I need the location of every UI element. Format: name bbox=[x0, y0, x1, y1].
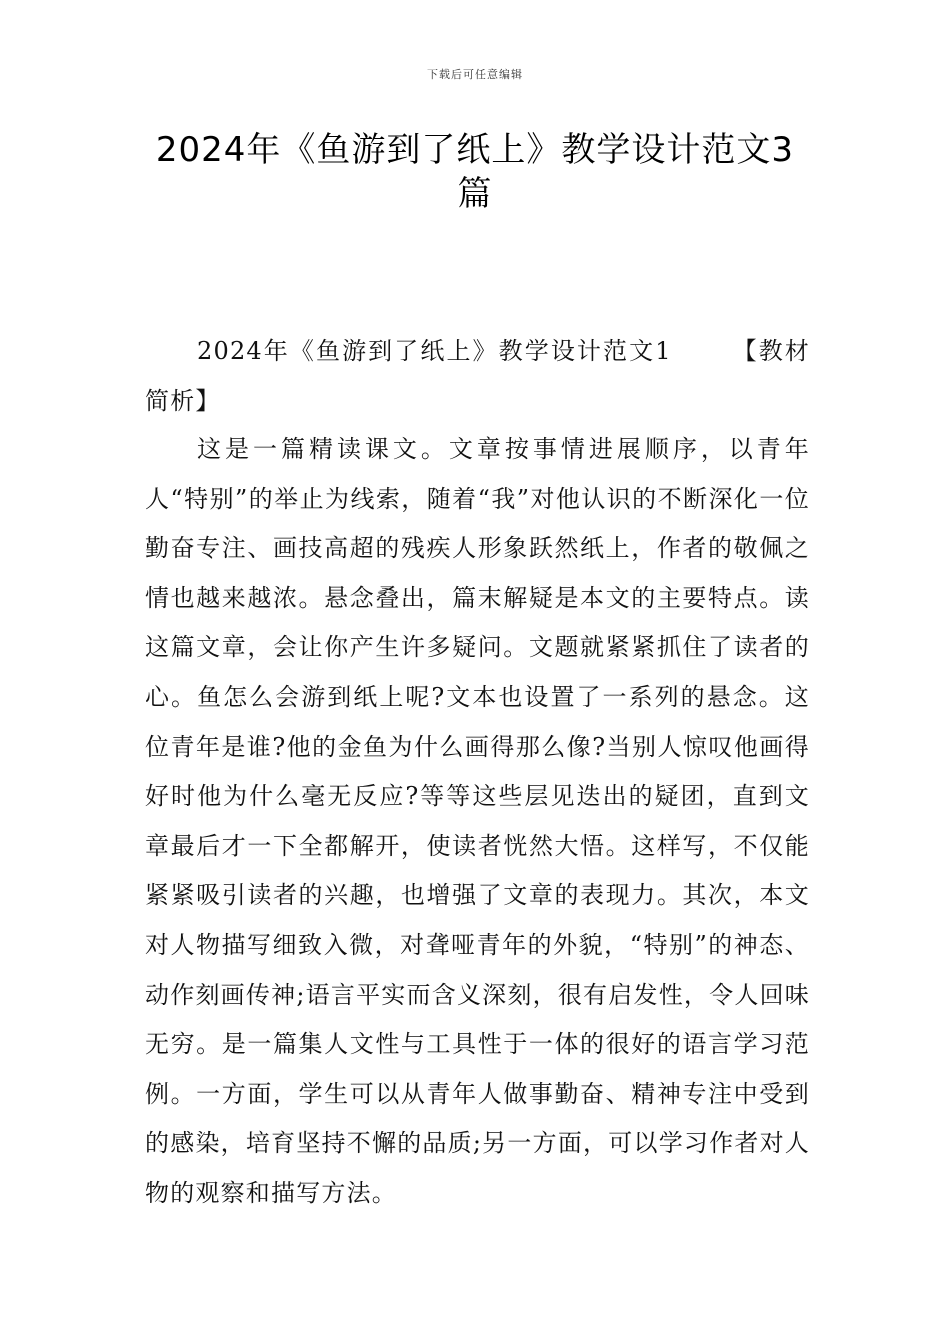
section-subheading: 【教材简析】 bbox=[145, 337, 810, 415]
body-paragraph: 这是一篇精读课文。文章按事情进展顺序，以青年人“特别”的举止为线索，随着“我”对他认识的不断深化一位勤奋专注、画技高超的残疾人形象跃然纸上，作者的敬佩之情也越来越浓。悬念叠出，篇末解疑是本文的主要特点。读这篇文章，会让你产生许多疑问。文题就紧紧抓住了读者的心。鱼怎么会游到纸上呢?文本也设置了一系列的悬念。这位青年是谁?他的金鱼为什么画得那么像?当别人惊叹他画得好时他为什么毫无反应?等等这些层见迭出的疑团，直到文章最后才一下全都解开，使读者恍然大悟。这样写，不仅能紧紧吸引读者的兴趣，也增强了文章的表现力。其次，本文对人物描写细致入微，对聋哑青年的外貌，“特别”的神态、动作刻画传神;语言平实而含义深刻，很有启发性，令人回味无穷。是一篇集人文性与工具性于一体的很好的语言学习范例。一方面，学生可以从青年人做事勤奋、精神专注中受到的感染，培育坚持不懈的品质;另一方面，可以学习作者对人物的观察和描写方法。 bbox=[145, 435, 810, 1207]
document-title: 2024年《鱼游到了纸上》教学设计范文3篇 bbox=[155, 130, 795, 214]
section-heading-paragraph bbox=[145, 327, 810, 426]
header-note: 下载后可任意编辑 bbox=[427, 68, 523, 81]
section-heading: 2024年《鱼游到了纸上》教学设计范文1 bbox=[197, 337, 672, 365]
